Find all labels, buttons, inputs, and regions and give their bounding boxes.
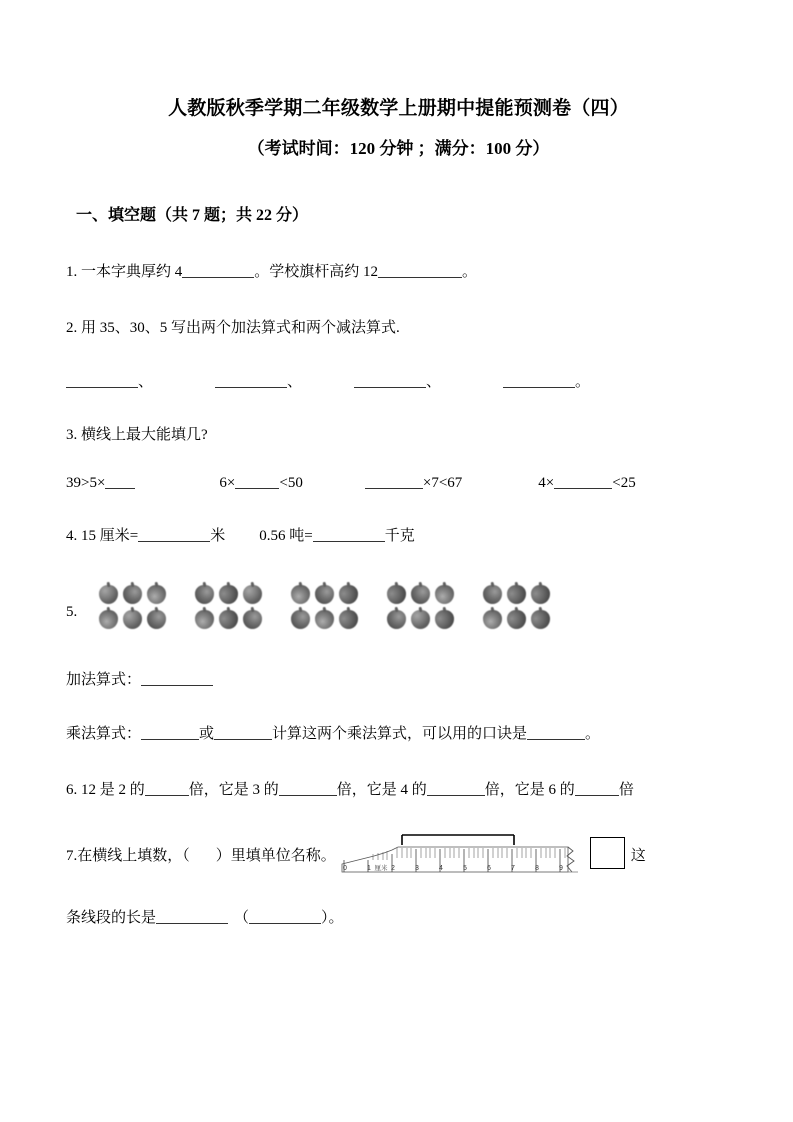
question-3-expr-2-text-b: <50 bbox=[279, 475, 303, 492]
question-6-text-c: 倍，它是 4 的 bbox=[336, 782, 427, 799]
question-5-mul-blank-1[interactable] bbox=[141, 726, 199, 740]
question-2-sep-2: 、 bbox=[287, 374, 303, 391]
question-6-text-d: 倍，它是 6 的 bbox=[484, 782, 575, 799]
question-5-mul-end: 。 bbox=[585, 726, 601, 743]
svg-text:3: 3 bbox=[414, 865, 419, 873]
question-3-number: 3. bbox=[66, 427, 78, 444]
question-4-text-a: 15 厘米= bbox=[81, 528, 139, 545]
question-7-tail-text: 这 bbox=[630, 848, 646, 865]
apple-group bbox=[290, 582, 360, 631]
question-1-blank-1[interactable] bbox=[182, 264, 254, 278]
question-3-expressions bbox=[66, 475, 731, 492]
question-4-number: 4. bbox=[66, 528, 78, 545]
question-7-blank-2[interactable] bbox=[249, 910, 321, 924]
svg-text:2: 2 bbox=[390, 865, 395, 873]
apple-icon bbox=[506, 582, 527, 605]
svg-text:4: 4 bbox=[438, 865, 443, 873]
apple-icon bbox=[194, 607, 215, 630]
question-7-line2-text-b: （ bbox=[234, 910, 250, 927]
question-4-text-d: 千克 bbox=[384, 528, 415, 545]
question-7-line-2 bbox=[66, 906, 731, 930]
apple-icon bbox=[146, 582, 167, 605]
question-3-blank-4[interactable] bbox=[554, 475, 612, 489]
question-5-multiplication-line bbox=[66, 722, 731, 746]
question-6-text-a: 12 是 2 的 bbox=[81, 782, 145, 799]
question-6-text-e: 倍 bbox=[618, 782, 634, 799]
question-6-blank-4[interactable] bbox=[575, 782, 619, 796]
question-4-text-c: 0.56 吨= bbox=[259, 528, 313, 545]
question-1-text-c: 。 bbox=[462, 264, 478, 281]
question-1-text-b: 。学校旗杆高约 12 bbox=[254, 264, 379, 281]
question-7-number: 7. bbox=[66, 848, 78, 865]
apple-icon bbox=[146, 607, 167, 630]
question-3-blank-1[interactable] bbox=[105, 475, 135, 489]
question-3-expression-1 bbox=[66, 475, 135, 492]
question-5-addition-blank[interactable] bbox=[141, 672, 213, 686]
question-6-blank-2[interactable] bbox=[279, 782, 337, 796]
question-6-blank-1[interactable] bbox=[145, 782, 189, 796]
apple-icon bbox=[410, 582, 431, 605]
question-3-expr-4-text-b: <25 bbox=[612, 475, 636, 492]
svg-text:0: 0 bbox=[342, 865, 347, 873]
question-5-or-label: 或 bbox=[199, 726, 215, 743]
question-4 bbox=[66, 524, 731, 548]
apple-icon bbox=[218, 582, 239, 605]
question-6-blank-3[interactable] bbox=[427, 782, 485, 796]
question-3-expression-2 bbox=[219, 475, 302, 492]
question-2-sep-1: 、 bbox=[138, 374, 154, 391]
question-3-expression-4 bbox=[538, 475, 635, 492]
apple-icon bbox=[98, 582, 119, 605]
question-7-text-a: 在横线上填数，（ bbox=[77, 848, 190, 865]
question-5-addition-line bbox=[66, 668, 731, 692]
question-2 bbox=[66, 316, 731, 340]
question-4-text-b: 米 bbox=[210, 528, 226, 545]
svg-text:6: 6 bbox=[486, 865, 491, 873]
question-3 bbox=[66, 423, 731, 447]
question-2-text: 用 35、30、5 写出两个加法算式和两个减法算式. bbox=[81, 320, 400, 337]
apple-icon bbox=[218, 607, 239, 630]
apple-icon bbox=[98, 607, 119, 630]
apple-icon bbox=[386, 607, 407, 630]
question-2-blank-2[interactable] bbox=[215, 374, 287, 388]
question-1 bbox=[66, 260, 731, 284]
question-3-text: 横线上最大能填几? bbox=[81, 427, 208, 444]
question-2-blank-3[interactable] bbox=[354, 374, 426, 388]
apple-group bbox=[194, 582, 264, 631]
question-3-expr-2-text-a: 6× bbox=[219, 475, 236, 492]
question-5 bbox=[66, 582, 731, 638]
apple-icon bbox=[290, 607, 311, 630]
question-1-blank-2[interactable] bbox=[378, 264, 462, 278]
question-5-mul-blank-3[interactable] bbox=[527, 726, 585, 740]
apple-icon bbox=[242, 582, 263, 605]
question-7-blank-1[interactable] bbox=[156, 910, 228, 924]
question-6 bbox=[66, 778, 731, 802]
apple-group bbox=[98, 582, 168, 631]
question-5-number: 5. bbox=[66, 604, 78, 621]
apple-icon bbox=[506, 607, 527, 630]
apple-icon bbox=[434, 607, 455, 630]
apple-icon bbox=[410, 607, 431, 630]
question-6-number: 6. bbox=[66, 782, 78, 799]
question-5-mul-text: 计算这两个乘法算式，可以用的口诀是 bbox=[272, 726, 528, 743]
exam-subtitle: （考试时间：120 分钟 ；满分：100 分） bbox=[247, 138, 550, 158]
question-3-expr-3-text: ×7<67 bbox=[422, 475, 463, 492]
apple-icon bbox=[314, 607, 335, 630]
question-2-end: 。 bbox=[575, 374, 591, 391]
apple-icon bbox=[482, 607, 503, 630]
question-7-line2-text-a: 条线段的长是 bbox=[66, 910, 157, 927]
question-3-blank-3[interactable] bbox=[365, 475, 423, 489]
apple-icon bbox=[122, 607, 143, 630]
question-2-answer-row bbox=[66, 370, 731, 391]
question-1-number: 1. bbox=[66, 264, 78, 281]
apple-icon bbox=[122, 582, 143, 605]
question-2-blank-1[interactable] bbox=[66, 374, 138, 388]
ruler-unit-label: 厘米 bbox=[374, 865, 388, 873]
ruler-icon bbox=[340, 832, 588, 876]
apple-icon bbox=[386, 582, 407, 605]
question-5-multiplication-label: 乘法算式： bbox=[66, 726, 142, 743]
apple-icon bbox=[338, 582, 359, 605]
question-7-text-b: ）里填单位名称。 bbox=[215, 848, 336, 865]
question-5-addition-label: 加法算式： bbox=[66, 672, 142, 689]
apple-groups-figure bbox=[98, 582, 552, 631]
section-heading-fill-in-blanks: 一、填空题（共 7 题；共 22 分） bbox=[76, 207, 309, 225]
question-2-blank-4[interactable] bbox=[503, 374, 575, 388]
question-5-mul-blank-2[interactable] bbox=[214, 726, 272, 740]
question-7 bbox=[66, 832, 731, 876]
apple-icon bbox=[290, 582, 311, 605]
apple-group bbox=[386, 582, 456, 631]
apple-icon bbox=[242, 607, 263, 630]
question-3-blank-2[interactable] bbox=[235, 475, 279, 489]
apple-icon bbox=[338, 607, 359, 630]
page-title: 人教版秋季学期二年级数学上册期中提能预测卷（四） bbox=[168, 98, 629, 119]
question-1-text-a: 一本字典厚约 4 bbox=[81, 264, 183, 281]
question-3-expression-3 bbox=[365, 475, 462, 492]
svg-text:1: 1 bbox=[366, 865, 371, 873]
question-7-answer-box[interactable] bbox=[590, 837, 625, 869]
question-4-blank-2[interactable] bbox=[313, 528, 385, 542]
apple-icon bbox=[530, 582, 551, 605]
apple-icon bbox=[194, 582, 215, 605]
question-3-expr-1-text: 39>5× bbox=[66, 475, 106, 492]
svg-text:8: 8 bbox=[534, 865, 539, 873]
apple-icon bbox=[482, 582, 503, 605]
apple-group bbox=[482, 582, 552, 631]
svg-text:7: 7 bbox=[510, 865, 515, 873]
question-7-line2-text-c: ）。 bbox=[321, 910, 344, 927]
question-3-expr-4-text-a: 4× bbox=[538, 475, 555, 492]
svg-text:9: 9 bbox=[558, 865, 563, 873]
ruler-figure bbox=[340, 832, 588, 876]
question-6-text-b: 倍，它是 3 的 bbox=[188, 782, 279, 799]
page-content bbox=[66, 96, 731, 930]
question-4-blank-1[interactable] bbox=[138, 528, 210, 542]
question-2-number: 2. bbox=[66, 320, 78, 337]
question-2-sep-3: 、 bbox=[426, 374, 442, 391]
apple-icon bbox=[314, 582, 335, 605]
svg-text:5: 5 bbox=[462, 865, 467, 873]
apple-icon bbox=[530, 607, 551, 630]
apple-icon bbox=[434, 582, 455, 605]
